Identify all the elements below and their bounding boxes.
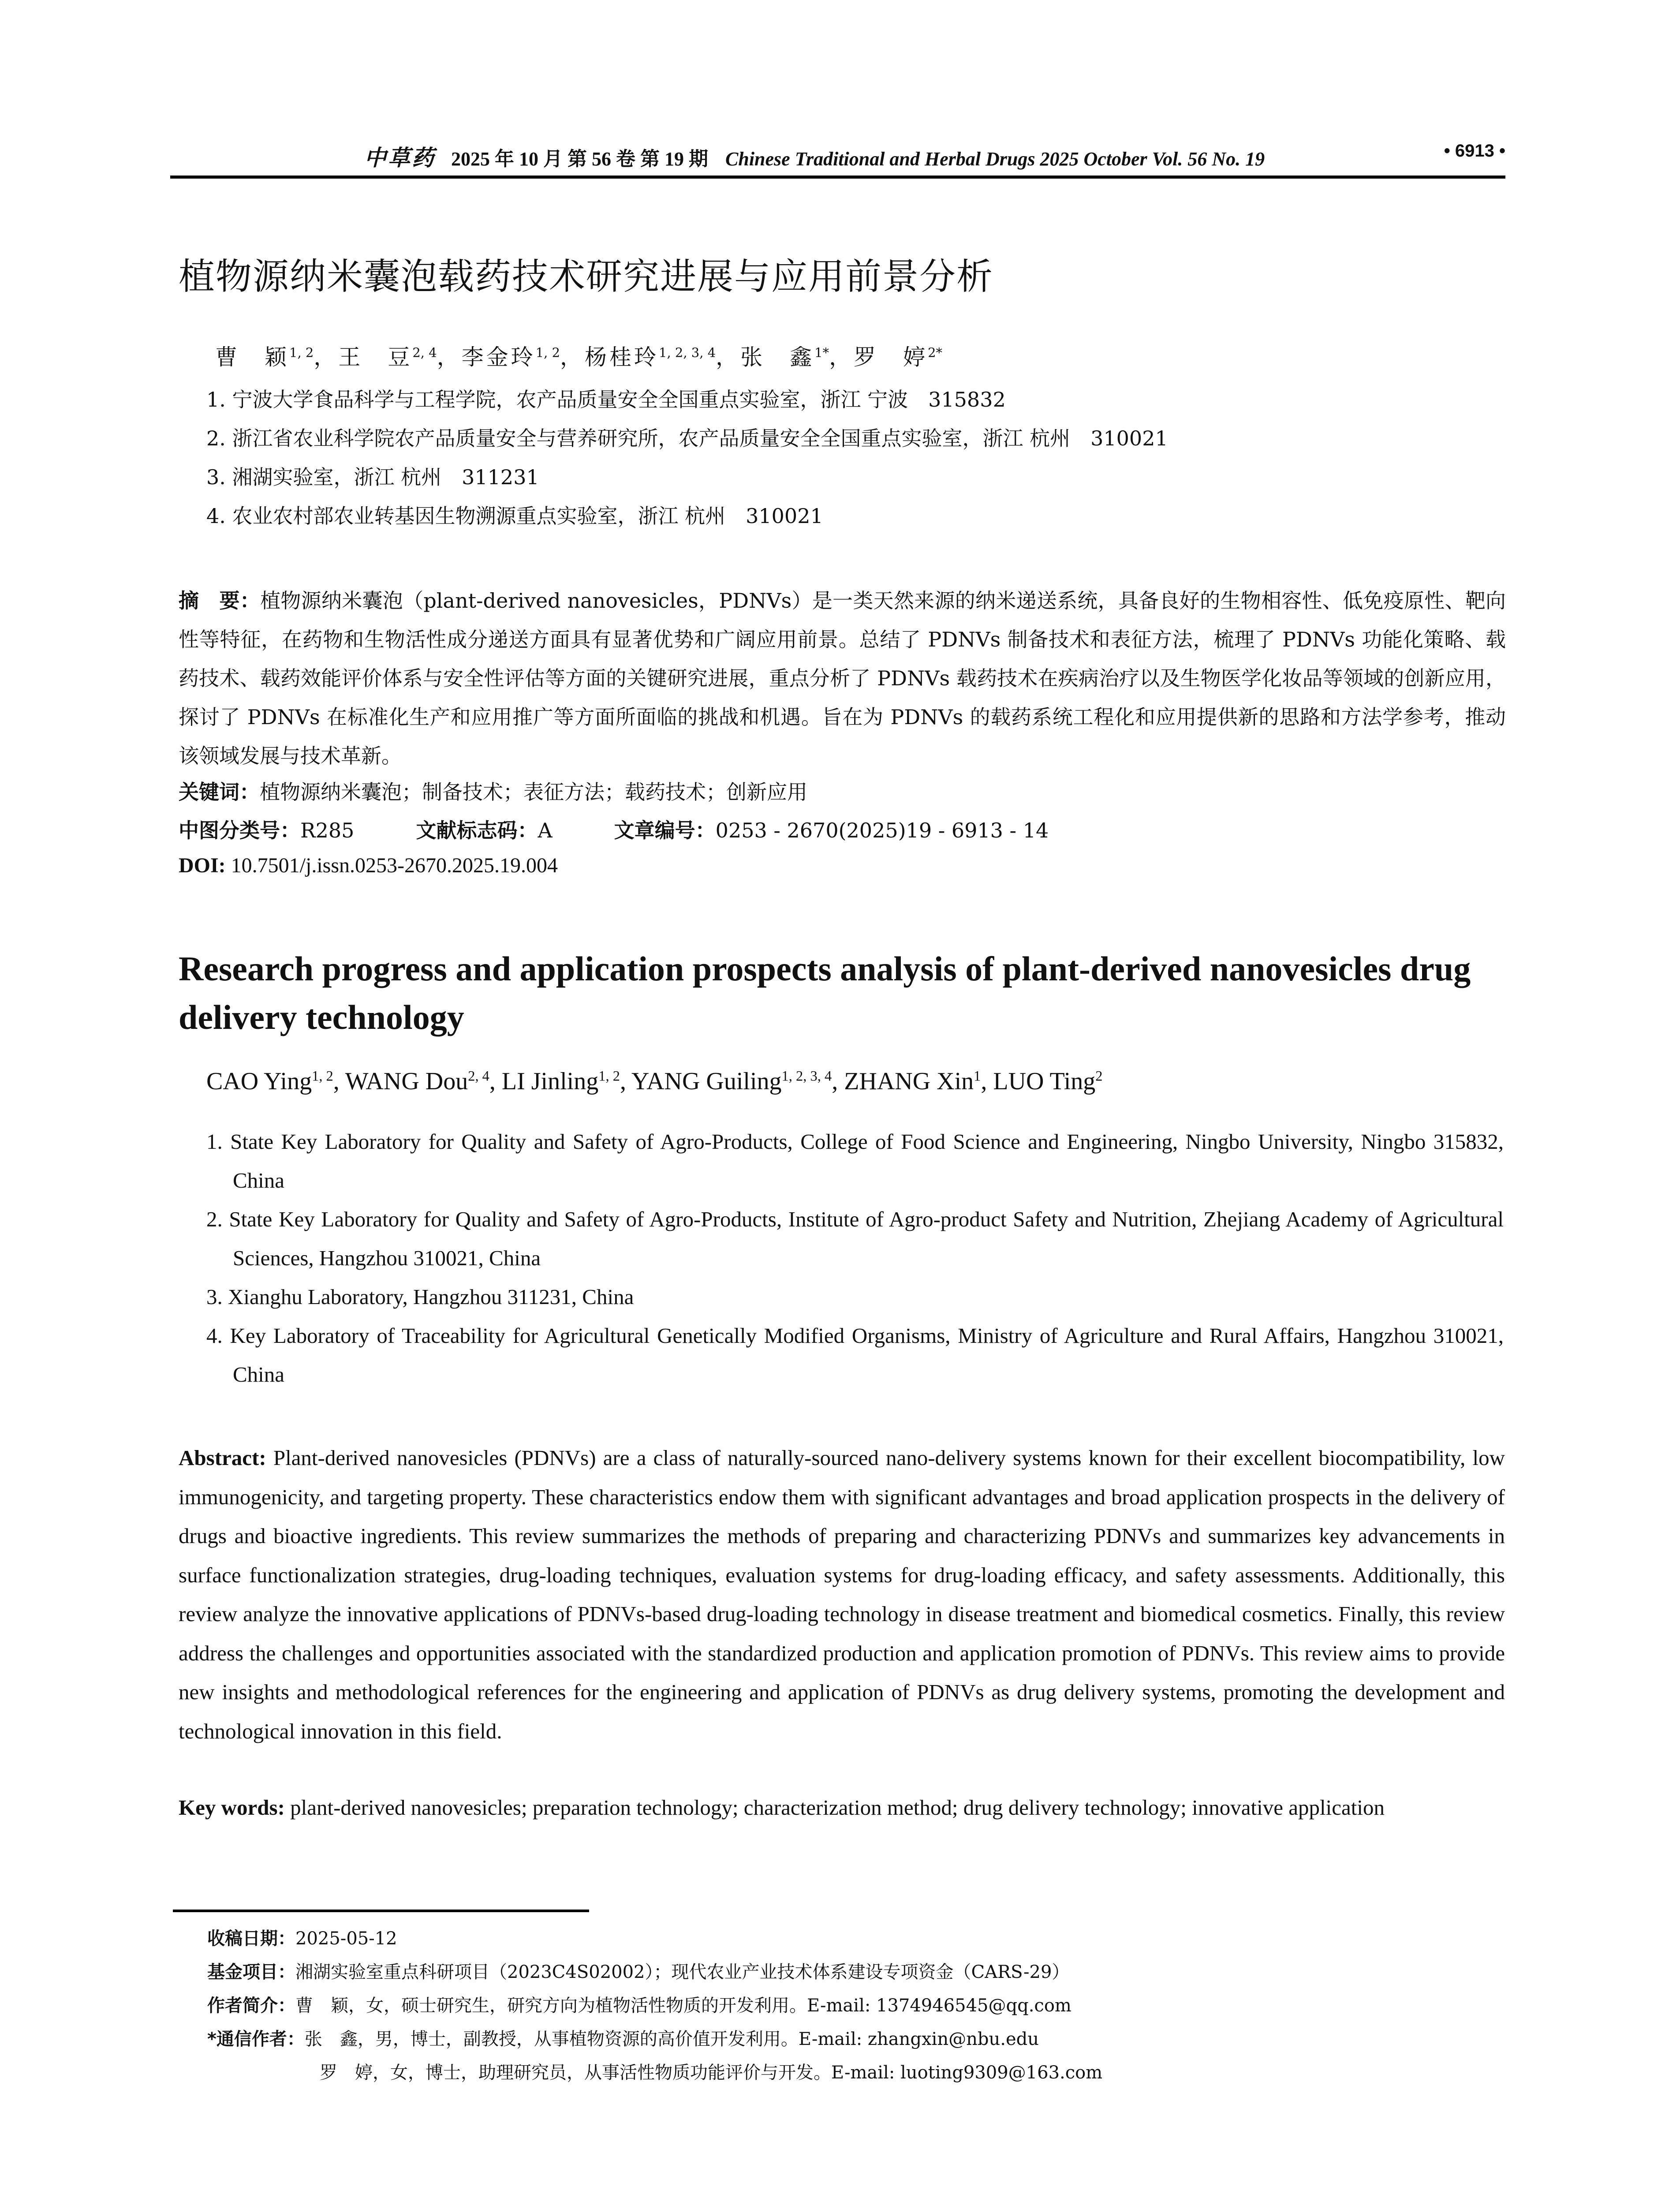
cn-abstract xyxy=(179,581,1506,775)
author-bio-value: 曹 颖，女，硕士研究生，研究方向为植物活性物质的开发利用。E-mail: 1374946545@qq.com xyxy=(295,1996,1071,2016)
en-author-sep: , xyxy=(832,1068,844,1095)
header-journal-info xyxy=(364,140,1265,172)
clc-label: 中图分类号： xyxy=(179,818,300,842)
cn-affiliation: 4. 农业农村部农业转基因生物溯源重点实验室，浙江 杭州 310021 xyxy=(206,504,823,528)
cn-title: 植物源纳米囊泡载药技术研究进展与应用前景分析 xyxy=(179,256,994,298)
cn-author-name: 王 豆 xyxy=(338,344,413,370)
en-author-sep: , xyxy=(620,1068,631,1095)
header-cn-issue: 2025 年 10 月 第 56 卷 第 19 期 xyxy=(451,148,708,170)
cn-author-name: 杨桂玲 xyxy=(585,344,659,370)
cn-author xyxy=(338,344,437,370)
en-author-name: CAO Ying xyxy=(206,1068,312,1095)
en-author-affil: 1, 2, 3, 4 xyxy=(781,1068,832,1084)
en-keywords-text: plant-derived nanovesicles; preparation technology; characterization method; drug delivery technology; innovative application xyxy=(290,1795,1385,1820)
footnote-received xyxy=(207,1922,1102,1955)
article-no-label: 文章编号： xyxy=(614,818,716,842)
cn-author xyxy=(215,344,314,370)
en-author-sep: , xyxy=(489,1068,502,1095)
clc-value: R285 xyxy=(300,818,355,842)
en-authors xyxy=(206,1067,1103,1095)
footnote-funding xyxy=(207,1955,1102,1989)
running-header xyxy=(170,140,1505,171)
en-abstract-text: Plant-derived nanovesicles (PDNVs) are a class of naturally-sourced nano-delivery systems known for their excellent biocompatibility, low immunogenicity, and targeting property. These characteristics endow them with significant advantages and broad application prospects in the delivery of drugs and bioactive ingredients. This review summarizes the methods of preparing and characterizing PDNVs and summarizes key advancements in surface functionalization strategies, drug-loading techniques, evaluation systems for drug-loading efficacy, and safety assessments. Additionally, this review analyze the innovative applications of PDNVs-based drug-loading technology in disease treatment and biomedical cosmetics. Finally, this review address the challenges and opportunities associated with the standardized production and application promotion of PDNVs. This review aims to provide new insights and methodological references for the engineering and application of PDNVs as drug delivery systems, promoting the development and technological innovation in this field. xyxy=(179,1446,1505,1743)
en-affiliations xyxy=(206,1122,1504,1394)
cn-affiliation: 1. 宁波大学食品科学与工程学院，农产品质量安全全国重点实验室，浙江 宁波 315832 xyxy=(206,388,1006,411)
cn-affiliations xyxy=(206,380,1168,535)
en-affiliation: 2. State Key Laboratory for Quality and Safety of Agro-Products, Institute of Agro-product Safety and Nutrition, Zhejiang Academy of Agricultural Sciences, Hangzhou 310021, China xyxy=(206,1207,1504,1270)
cn-author-sep: ， xyxy=(437,344,462,370)
cn-author-sep: ， xyxy=(314,344,339,370)
en-abstract xyxy=(179,1439,1505,1751)
funding-value: 湘湖实验室重点科研项目（2023C4S02002）；现代农业产业技术体系建设专项资金（CARS-29） xyxy=(295,1962,1070,1982)
author-bio-label: 作者简介： xyxy=(207,1996,295,2016)
en-keywords xyxy=(179,1788,1484,1827)
corresponding-label: *通信作者： xyxy=(207,2029,305,2049)
doi-value[interactable]: 10.7501/j.issn.0253-2670.2025.19.004 xyxy=(231,854,558,877)
cn-author xyxy=(585,344,716,370)
received-label: 收稿日期： xyxy=(207,1928,295,1949)
corresponding-value: 张 鑫，男，博士，副教授，从事植物资源的高价值开发利用。E-mail: zhangxin@nbu.edu xyxy=(304,2029,1039,2049)
cn-author xyxy=(740,344,829,370)
cn-author xyxy=(854,344,942,370)
doc-code-value: A xyxy=(538,818,553,842)
en-affiliation: 1. State Key Laboratory for Quality and Safety of Agro-Products, College of Food Science and Engineering, Ningbo University, Ningbo 315832, China xyxy=(206,1129,1504,1192)
en-author-affil: 2, 4 xyxy=(468,1068,489,1084)
cn-author-affil: 2* xyxy=(928,345,943,360)
en-abstract-label: Abstract: xyxy=(179,1446,266,1470)
footnote-corresponding xyxy=(207,2022,1102,2056)
cn-keywords-label: 关键词： xyxy=(179,780,260,804)
cn-author-sep: ， xyxy=(560,344,585,370)
footnotes xyxy=(207,1922,1102,2089)
cn-author-affil: 1, 2, 3, 4 xyxy=(659,345,716,360)
cn-author-name: 曹 颖 xyxy=(215,344,289,370)
cn-abstract-label: 摘 要： xyxy=(179,589,261,613)
header-rule xyxy=(170,176,1505,179)
en-author-affil: 1, 2 xyxy=(312,1068,333,1084)
cn-keywords xyxy=(179,776,807,805)
cn-author-affil: 1, 2 xyxy=(289,345,314,360)
cn-affiliation: 3. 湘湖实验室，浙江 杭州 311231 xyxy=(206,465,539,489)
cn-author-affil: 2, 4 xyxy=(412,345,437,360)
cn-author-name: 罗 婷 xyxy=(854,344,928,370)
classification-line xyxy=(179,815,1049,844)
en-author-name: ZHANG Xin xyxy=(844,1068,974,1095)
cn-author-affil: 1* xyxy=(814,345,829,360)
cn-author-name: 李金玲 xyxy=(461,344,536,370)
cn-authors xyxy=(215,340,942,371)
page-number: • 6913 • xyxy=(1444,141,1505,161)
article-no-value: 0253 - 2670(2025)19 - 6913 - 14 xyxy=(715,818,1049,842)
en-author-name: LUO Ting xyxy=(993,1068,1096,1095)
en-author xyxy=(502,1068,620,1095)
en-author xyxy=(631,1068,832,1095)
doi-label: DOI: xyxy=(179,854,226,877)
en-author-name: YANG Guiling xyxy=(631,1068,782,1095)
cn-keywords-text: 植物源纳米囊泡；制备技术；表征方法；载药技术；创新应用 xyxy=(260,780,807,804)
en-affiliation: 4. Key Laboratory of Traceability for Agricultural Genetically Modified Organisms, Ministry of Agriculture and Rural Affairs, Hangzhou 310021, China xyxy=(206,1323,1504,1387)
en-author-name: WANG Dou xyxy=(345,1068,468,1095)
doi-line xyxy=(179,853,558,878)
en-author xyxy=(993,1068,1102,1095)
en-affiliation: 3. Xianghu Laboratory, Hangzhou 311231, China xyxy=(206,1285,634,1309)
en-author xyxy=(345,1068,489,1095)
en-author-name: LI Jinling xyxy=(501,1068,599,1095)
en-author-affil: 2 xyxy=(1095,1068,1103,1084)
journal-logo: 中草药 xyxy=(364,145,436,171)
en-author xyxy=(844,1068,981,1095)
footnote-rule xyxy=(173,1910,589,1912)
funding-label: 基金项目： xyxy=(207,1962,295,1982)
doc-code-label: 文献标志码： xyxy=(416,818,538,842)
en-author-sep: , xyxy=(333,1068,345,1095)
cn-author-sep: ， xyxy=(716,344,741,370)
footnote-author-bio xyxy=(207,1989,1102,2022)
cn-author-sep: ， xyxy=(829,344,854,370)
received-value: 2025-05-12 xyxy=(295,1928,397,1949)
header-en-journal: Chinese Traditional and Herbal Drugs 2025 October Vol. 56 No. 19 xyxy=(725,148,1265,170)
cn-affiliation: 2. 浙江省农业科学院农产品质量安全与营养研究所，农产品质量安全全国重点实验室，浙江 杭州 310021 xyxy=(206,426,1168,450)
en-author xyxy=(206,1068,333,1095)
cn-abstract-text: 植物源纳米囊泡（plant-derived nanovesicles，PDNVs）是一类天然来源的纳米递送系统，具备良好的生物相容性、低免疫原性、靶向性等特征，在药物和生物活性成分递送方面具有显著优势和广阔应用前景。总结了 PDNVs 制备技术和表征方法，梳理了 PDNVs 功能化策略、载药技术、载药效能评价体系与安全性评估等方面的关键研究进展，重点分析了 PDNVs 载药技术在疾病治疗以及生物医学化妆品等领域的创新应用，探讨了 PDNVs 在标准化生产和应用推广等方面所面临的挑战和机遇。旨在为 PDNVs 的载药系统工程化和应用提供新的思路和方法学参考，推动该领域发展与技术革新。 xyxy=(179,589,1506,768)
en-author-sep: , xyxy=(981,1068,993,1095)
en-keywords-label: Key words: xyxy=(179,1795,285,1820)
en-title: Research progress and application prospects analysis of plant-derived nanovesicles drug delivery technology xyxy=(179,949,1471,1036)
en-author-affil: 1, 2 xyxy=(598,1068,620,1084)
en-author-affil: 1 xyxy=(974,1068,981,1084)
cn-author-name: 张 鑫 xyxy=(740,344,815,370)
footnote-corresponding-2: 罗 婷，女，博士，助理研究员，从事活性物质功能评价与开发。E-mail: luoting9309@163.com xyxy=(320,2063,1103,2083)
cn-author xyxy=(462,344,560,370)
cn-author-affil: 1, 2 xyxy=(535,345,560,360)
